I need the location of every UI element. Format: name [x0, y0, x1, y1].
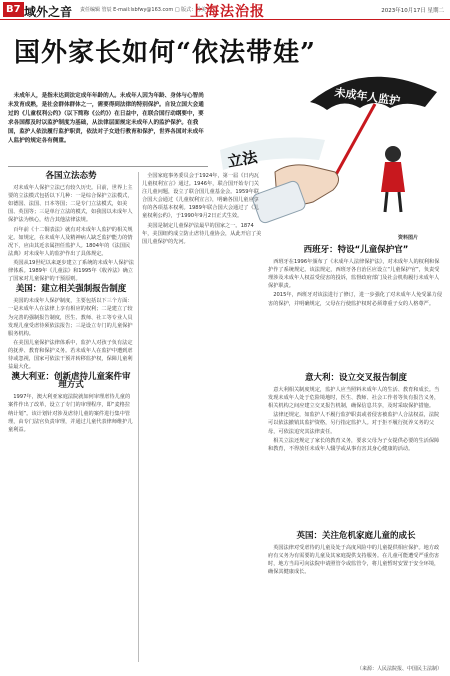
umbrella-shaft: [333, 104, 375, 180]
paragraph: 对未成年人保护立法已有较久历史。目前，世界上主要的立法模式包括以下几种：一是综合保护立法模式，如德国、法国、日本等国；二是专门立法模式，如美国、英国等；三是单行立法的模式，如我国以未成年人保护法为核心，结合其他法律法规。: [8, 185, 133, 224]
paragraph: 全国家庭事务委员会于1924年，第一届《日内瓦儿童权利宣言》通过。1946年，联合国开始专门关注儿童问题，设立了联合国儿童基金会。1959年联合国大会通过《儿童权利宣言》，明确各国儿童应享有的各项基本权利。1989年联合国大会通过了《儿童权利公约》，于1990年9月2日正式生效。: [142, 173, 259, 220]
subheading-global-legislation: 各国立法态势: [45, 171, 97, 181]
subheading-usa: 美国：建立相关强制报告制度: [15, 284, 127, 295]
stamp-label: 立法: [226, 148, 259, 171]
lead-divider: [8, 166, 208, 167]
child-leg-right: [399, 192, 401, 212]
paragraph: 在美国儿童保护法律体系中，监护人对孩子负有法定的抚养、教育和保护义务。若未成年人在监护中遭到虐待或忽视，国家可依法干预并转移监护权，保障儿童利益最大化。: [8, 339, 133, 371]
paragraph: 美国的未成年人保护制度，主要包括以下三个方面：一是未成年人在法律上享有相应的权利；二是建立了较为完善的强制报告制度，医生、教师、社工等专业人员发现儿童受虐待须依法报告；三是设立专门的儿童保护服务机构。: [8, 298, 133, 337]
column-right-italy: [268, 372, 444, 454]
column-right-spain: [268, 244, 444, 309]
newspaper-masthead: 上海法治报: [190, 4, 265, 20]
paragraph: 法律还规定，如监护人不履行监护职责或者侵害被监护人合法权益，法院可以依法撤销其监护资格，另行指定监护人。对于拒不履行抚养义务的父母，可依法追究其法律责任。: [268, 412, 440, 435]
column-right-uk: [268, 530, 444, 577]
paragraph: 英国法律对受虐待的儿童及处于高度风险中的儿童提供相应保护。地方政府有义务为有需要的儿童及其家庭提供支持服务。在儿童可能遭受严重伤害时，地方当局可向法院申请照管令或监管令，将儿童暂时安置于安全环境，确保其健康成长。: [268, 545, 440, 576]
paragraph: 美国是制定儿童保护法最早的国家之一。1874年，美国纽约成立防止虐待儿童协会，从此开启了美国儿童保护的先河。: [142, 222, 262, 245]
image-credit: 资料图片: [398, 235, 419, 241]
source-note: （来源：人民法院报、中国民主法制）: [356, 666, 442, 672]
child-leg-left: [385, 192, 387, 212]
lead-paragraph: 未成年人，是指未达到法定成年年龄的人。未成年人因为年龄、身体与心智尚未发育成熟，是社会群体群体之一，需要得到法律的特别保护。自设立国大会通过的《儿童权利公约》（以下简称《公约》）在日益中，在联合国行动纲要中，要求各国都及时以监护制度为基础，从法律层面规定未成年人的监护保护。在我国，监护人依法履行监护职责，依法对子女进行教育和保护，世界各国对未成年人监护的规定各有侧重。: [8, 93, 204, 144]
subheading-spain: 西班牙：特设“儿童保护官”: [303, 245, 409, 255]
paragraph: 英国从19世纪以来逐步建立了系统的未成年人保护法律体系。1989年《儿童法》和1995年《收养法》确立了国家对儿童保护的干预原则。: [8, 259, 134, 283]
column-middle: [142, 172, 262, 247]
child-body: [381, 162, 405, 192]
issue-date: 2023年10月17日 星期二: [381, 8, 444, 14]
child-head: [385, 146, 401, 162]
paragraph: 百年前《十二铜表法》就有对未成年人监护的相关规定。如规定，在未成年人及精神病人缺乏监护能力的情况下，应由其近亲属担任监护人。1804年的《法国民法典》对未成年人的监护作出了具体规定。: [8, 226, 133, 257]
section-name: 域外之音: [24, 5, 73, 19]
page-title: 国外家长如何“依法带娃”: [14, 38, 316, 68]
page-number-badge: B7: [3, 2, 24, 17]
subheading-australia: 澳大利亚：创新虐待儿童案件审理方式: [11, 372, 131, 391]
page-header: [0, 0, 450, 20]
column-left: [8, 170, 134, 435]
canopy-banner-text: 未成年人监护: [333, 85, 401, 108]
editor-meta: 责任编辑 管辰 E-mail:lsbfwy@163.com □ 版式：孙美: [80, 7, 207, 13]
paragraph: 意大利相关制度规定，监护人应当照料未成年人的生活、教育和成长。当发现未成年人处于危险境地时，医生、教师、社会工作者等负有报告义务，相关机构之间应建立交叉报告机制，确保信息共享，及时采取保护措施。: [268, 387, 440, 410]
paragraph: 相关立法还规定了家长的教育义务，要求父母为子女提供必要的生活保障和教育，不得放任未成年人辍学或从事有害其身心健康的活动。: [268, 437, 440, 452]
subheading-uk: 英国：关注危机家庭儿童的成长: [296, 531, 416, 541]
subheading-italy: 意大利：设立交叉报告制度: [304, 373, 407, 383]
column-divider: [138, 172, 139, 662]
paragraph: 2015年，西班牙对该法进行了修订，进一步强化了对未成年人免受暴力侵害的保护，并明确规定，父母在行使监护权时必须尊重子女的人格尊严。: [268, 292, 443, 307]
paragraph: 西班牙在1996年颁布了《未成年人法律保护法》，对未成年人的权利和保护作了系统规定。该法规定，西班牙各自治区应设立“儿童保护官”，负责受理涉及未成年人权益受侵害的投诉，监督政府部门及社会机构履行未成年人保护职责。: [268, 259, 440, 290]
paragraph: 1997年，澳大利亚家庭法院就如何审理虐待儿童的案件作出了改革，设立了专门的审理程序，即“麦格拉纳计划”。该计划针对涉及虐待儿童的案件进行集中管理，由专门法官负责审理，并通过儿童代表律师维护儿童利益。: [8, 394, 133, 433]
